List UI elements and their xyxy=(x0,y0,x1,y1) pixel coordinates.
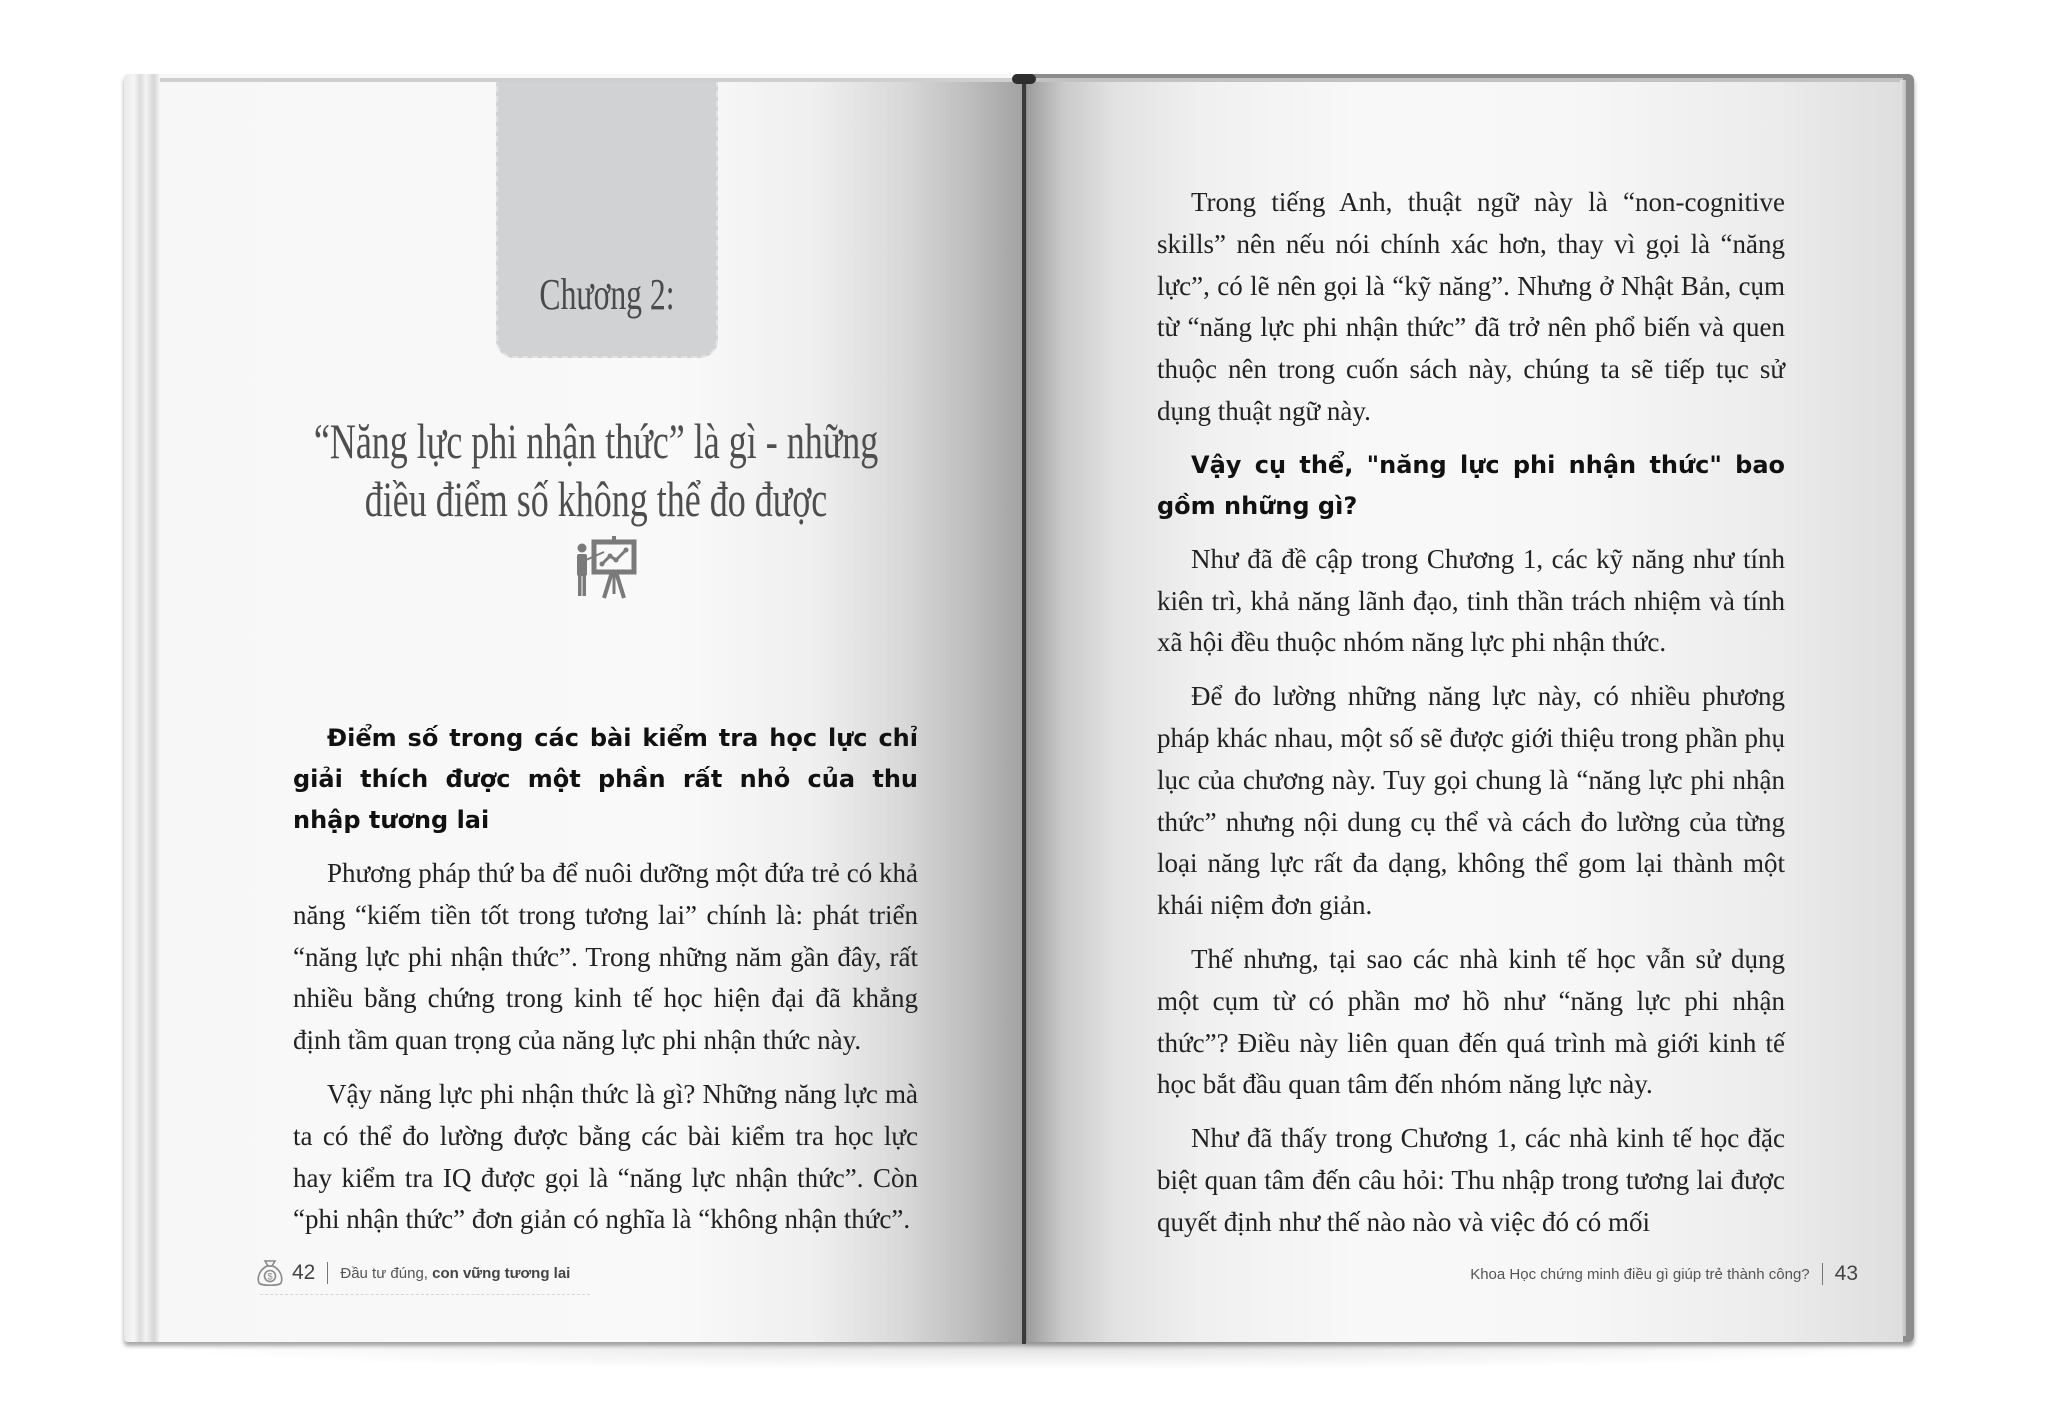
paragraph: Như đã đề cập trong Chương 1, các kỹ năng như tính kiên trì, khả năng lãnh đạo, tinh thần trách nhiệm và tính xã hội đều thuộc nhóm năng lực phi nhận thức. xyxy=(1157,543,1785,658)
chapter-title-line-1: “Năng lực phi nhận thức” là gì - những xyxy=(313,413,879,469)
left-page-body xyxy=(293,718,918,1253)
book-title-part-2: con vững tương lai xyxy=(432,1264,571,1282)
right-page xyxy=(1027,78,1903,1342)
chapter-label: Chương 2: xyxy=(539,270,675,319)
right-footer xyxy=(1470,1262,1858,1286)
right-page-body xyxy=(1157,182,1785,1256)
spine-top-bead xyxy=(1012,74,1036,84)
book-title-part-1: Đầu tư đúng, xyxy=(340,1264,433,1282)
paragraph: Để đo lường những năng lực này, có nhiều phương pháp khác nhau, một số sẽ được giới thiệu trong phần phụ lục của chương này. Tuy gọi chung là “năng lực phi nhận thức” nhưng nội dung cụ thể và cách đo lường của từng loại năng lực rất đa dạng, không thể gom lại thành một khái niệm đơn giản. xyxy=(1157,681,1785,921)
left-page xyxy=(160,78,1022,1342)
book-title xyxy=(340,1265,570,1282)
paragraph: Thế nhưng, tại sao các nhà kinh tế học vẫn sử dụng một cụm từ có phần mơ hồ như “năng lực phi nhận thức”? Điều này liên quan đến quá trình mà giới kinh tế học bắt đầu quan tâm đến nhóm năng lực này. xyxy=(1157,943,1785,1100)
money-bag-icon xyxy=(256,1258,284,1288)
chapter-tab xyxy=(496,82,718,358)
paragraph: Trong tiếng Anh, thuật ngữ này là “non-cognitive skills” nên nếu nói chính xác hơn, thay vì gọi là “năng lực”, có lẽ nên gọi là “kỹ năng”. Nhưng ở Nhật Bản, cụm từ “năng lực phi nhận thức” đã trở nên phổ biến và quen thuộc nên trong cuốn sách này, chúng ta sẽ tiếp tục sử dụng thuật ngữ này. xyxy=(1157,187,1785,426)
footer-wavy-rule xyxy=(260,1294,590,1295)
paragraph: Như đã thấy trong Chương 1, các nhà kinh tế học đặc biệt quan tâm đến câu hỏi: Thu nhập trong tương lai được quyết định như thế nào nào và việc đó có mối xyxy=(1157,1123,1785,1237)
paragraph: Vậy năng lực phi nhận thức là gì? Những năng lực mà ta có thể đo lường được bằng các bài kiểm tra học lực hay kiểm tra IQ được gọi là “năng lực nhận thức”. Còn “phi nhận thức” đơn giản có nghĩa là “không nhận thức”. xyxy=(293,1078,918,1235)
left-footer xyxy=(256,1255,570,1291)
chapter-title-line-2: điều điểm số không thể đo được xyxy=(364,471,828,527)
footer-divider xyxy=(327,1262,328,1284)
section-heading: Điểm số trong các bài kiểm tra học lực chỉ giải thích được một phần rất nhỏ của thu nhập tương lai xyxy=(293,724,918,834)
paragraph: Phương pháp thứ ba để nuôi dưỡng một đứa trẻ có khả năng “kiếm tiền tốt trong tương lai” chính là: phát triển “năng lực phi nhận thức”. Trong những năm gần đây, rất nhiều bằng chứng trong kinh tế học hiện đại đã khẳng định tầm quan trọng của năng lực phi nhận thức này. xyxy=(293,858,918,1056)
svg-text:$: $ xyxy=(267,1271,273,1282)
page-stack-edge xyxy=(1900,80,1906,1336)
chapter-title xyxy=(286,412,907,528)
book-spine xyxy=(1022,76,1026,1344)
page-number-right: 43 xyxy=(1834,1262,1858,1285)
footer-divider xyxy=(1822,1263,1823,1285)
page-number-left: 42 xyxy=(292,1261,316,1284)
presentation-board-icon xyxy=(574,532,646,602)
section-heading: Vậy cụ thể, "năng lực phi nhận thức" bao gồm những gì? xyxy=(1157,450,1785,520)
chapter-running-title: Khoa Học chứng minh điều gì giúp trẻ thành công? xyxy=(1470,1265,1810,1283)
